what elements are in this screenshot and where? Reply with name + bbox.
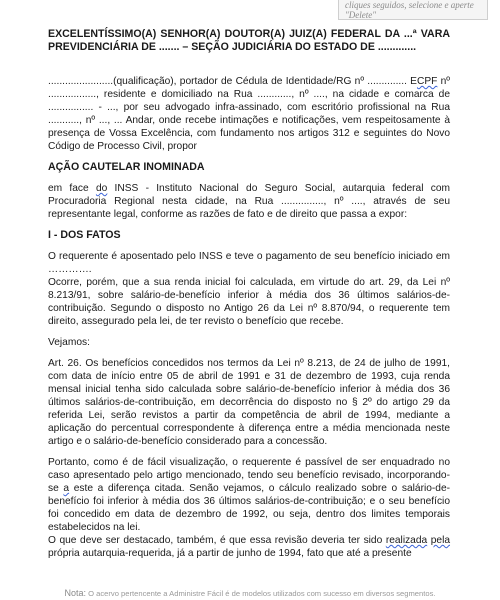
footer-note <box>0 588 500 598</box>
footer-nota-label: Nota: <box>64 588 87 598</box>
intro-part-2: nº ................., residente e domiciliado na Rua ............, nº ...., na cidade e comarca de ................ - ..., por seu advogado infra-assinado, com escritório profissional na Rua ..........., nº ..., ... Andar, onde recebe intimações e notificações, vem respeitosamente à presença de Vossa Excelência, com fundamento nos artigos 312 e seguintes do Novo Código de Processo Civil, propor <box>48 76 451 152</box>
facts-paragraph-2: Ocorre, porém, que a sua renda inicial foi calculada, em virtude do art. 29, da Lei nº 8.213/91, sobre salário-de-benefício inferior à média dos 36 últimos salários-de-contribuição. Segundo o disposto no Antigo 26 da Lei nº 8.870/94, o requerente tem direito, assegurado pela lei, de ter revisto o benefício que recebe. <box>48 277 450 327</box>
section-facts-title: I - DOS FATOS <box>48 229 121 241</box>
hint-tooltip-text: cliques seguidos, selecione e aperte "Delete" <box>345 0 474 20</box>
destacado-realizada: realizada <box>385 535 428 546</box>
intro-cpf: CPF <box>416 76 438 87</box>
against-part-1: em face <box>48 183 96 194</box>
art26-paragraph: Art. 26. Os benefícios concedidos nos termos da Lei nº 8.213, de 24 de julho de 1991, com data de início entre 05 de abril de 1991 e 31 de dezembro de 1993, cuja renda mensal inicial tenha sido calculada sobre salário-de-benefício inferior à média dos 36 últimos salários-de-contribuição, em decorrência do disposto no § 2º do artigo 29 da referida Lei, serão revistos a partir da competência de abril de 1994, mediante a aplicação do percentual correspondente à diferença entre a média mencionada neste artigo e o salário-de-benefício considerado para a concessão. <box>48 358 450 447</box>
spacer <box>48 62 450 75</box>
portanto-part-2: este a diferença citada. Senão vejamos, o cálculo realizado sobre o salário-de-benefício foi inferior à média dos 36 últimos salários-de-contribuição; e o seu benefício foi concedido em data de dezembro de 1992, ou seja, dentro dos limites temporais estabelecidos na lei. <box>48 483 451 533</box>
against-paragraph <box>48 182 450 221</box>
action-title: AÇÃO CAUTELAR INOMINADA <box>48 161 205 173</box>
destacado-part-2: própria autarquia-requerida, já a partir de junho de 1994, fato que até a presente <box>48 548 412 559</box>
vejamos-label: Vejamos: <box>48 337 90 348</box>
footer-text: O acervo pertencente a Administre Fácil é de modelos utilizados com sucesso em diversos segmentos. <box>86 589 436 598</box>
against-part-2: INSS - Instituto Nacional do Seguro Social, autarquia federal com Procuradoria Regional nesta cidade, na Rua ..............., nº ...., através de seu representante legal, conforme as razões de fato e de direito que passa a expor: <box>48 183 450 220</box>
destacado-part-1: O que deve ser destacado, também, é que essa revisão deveria ter sido <box>48 535 386 546</box>
document-page <box>48 28 450 568</box>
portanto-part-1: Portanto, como é de fácil visualização, o requerente é passível de ser enquadrado no caso apresentado pelo artigo mencionado, tendo seu benefício revisado, incorporando-se <box>48 457 450 494</box>
document-header: EXCELENTÍSSIMO(A) SENHOR(A) DOUTOR(A) JUIZ(A) FEDERAL DA ...ª VARA PREVIDENCIÁRIA DE ....... – SEÇÃO JUDICIÁRIA DO ESTADO DE ............. <box>48 28 450 53</box>
destacado-pela: pela <box>430 535 450 546</box>
intro-paragraph <box>48 75 450 153</box>
against-do: do <box>95 183 108 194</box>
facts-paragraph-1: O requerente é aposentado pelo INSS e teve o pagamento de seu benefício iniciado em …………. <box>48 251 450 275</box>
destacado-paragraph <box>48 534 450 560</box>
portanto-a: a <box>63 483 70 494</box>
intro-part-1: .......................(qualificação), portador de Cédula de Identidade/RG nº .............. E <box>48 76 417 87</box>
hint-tooltip <box>338 0 488 20</box>
portanto-paragraph <box>48 456 450 534</box>
